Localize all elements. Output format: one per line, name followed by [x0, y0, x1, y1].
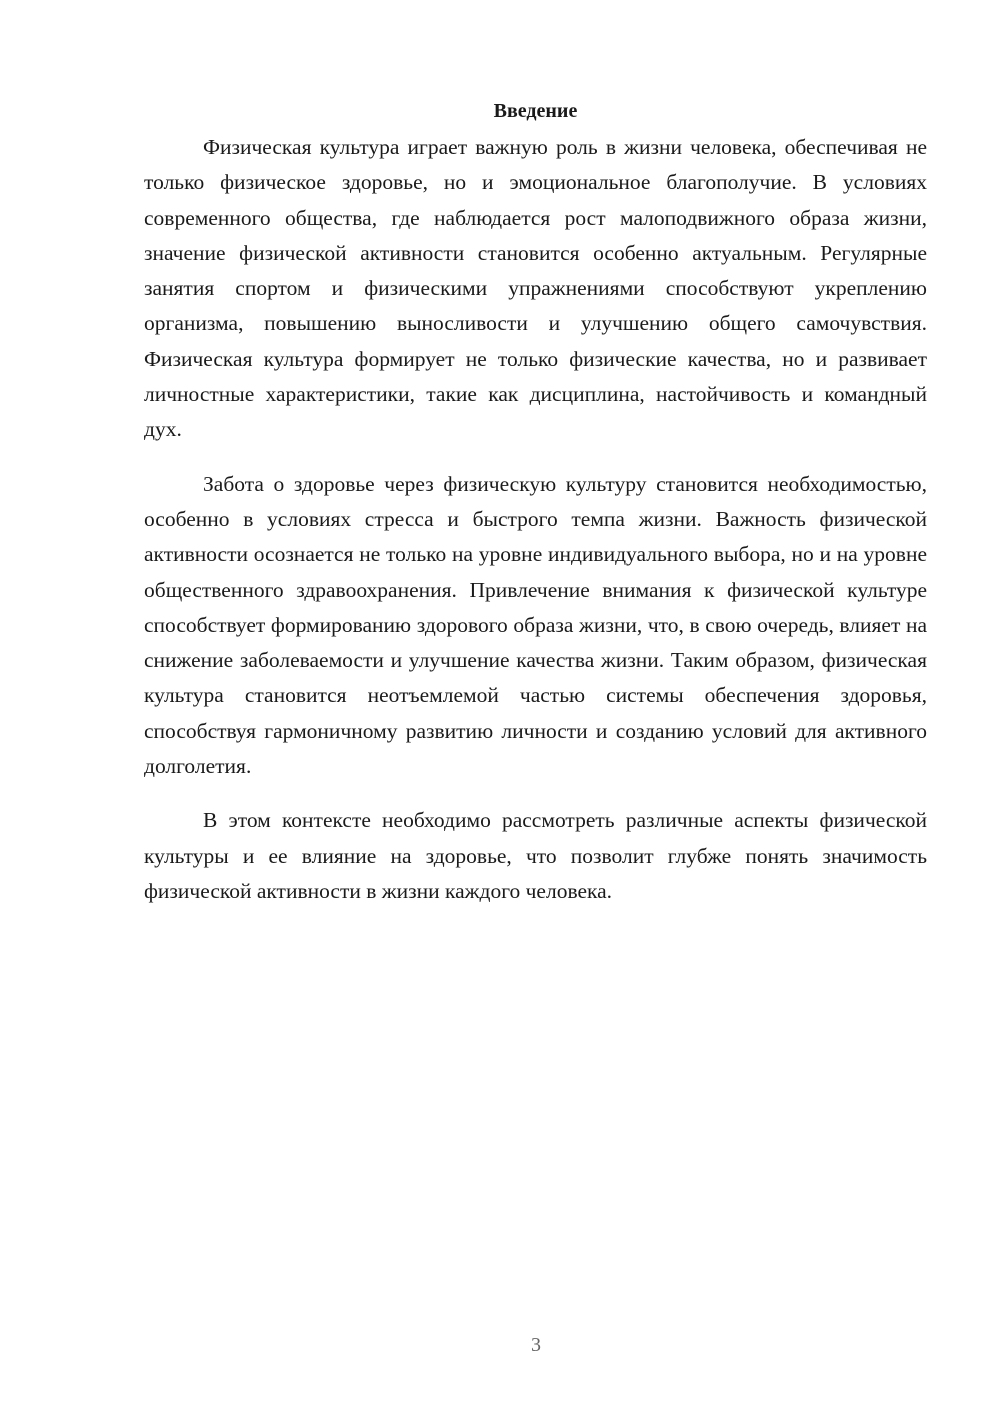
paragraph-2: Забота о здоровье через физическую культуру становится необходимостью, особенно в условиях стресса и быстрого темпа жизни. Важность физической активности осознается не только на уровне индивидуального выбора, но и на уровне общественного здравоохранения. Привлечение внимания к физической культуре способствует формированию здорового образа жизни, что, в свою очередь, влияет на снижение заболеваемости и улучшение качества жизни. Таким образом, физическая культура становится неотъемлемой частью системы обеспечения здоровья, способствуя гармоничному развитию личности и созданию условий для активного долголетия.: [144, 471, 927, 779]
page-number: 3: [531, 1334, 541, 1356]
page-content: [144, 96, 927, 928]
paragraph-1: Физическая культура играет важную роль в жизни человека, обеспечивая не только физическое здоровье, но и эмоциональное благополучие. В условиях современного общества, где наблюдается рост малоподвижного образа жизни, значение физической активности становится особенно актуальным. Регулярные занятия спортом и физическими упражнениями способствуют укреплению организма, повышению выносливости и улучшению общего самочувствия. Физическая культура формирует не только физические качества, но и развивает личностные характеристики, такие как дисциплина, настойчивость и командный дух.: [144, 135, 927, 442]
section-title: Введение: [493, 100, 578, 122]
paragraph-3: В этом контексте необходимо рассмотреть различные аспекты физической культуры и ее влияние на здоровье, что позволит глубже понять значимость физической активности в жизни каждого человека.: [144, 808, 927, 903]
